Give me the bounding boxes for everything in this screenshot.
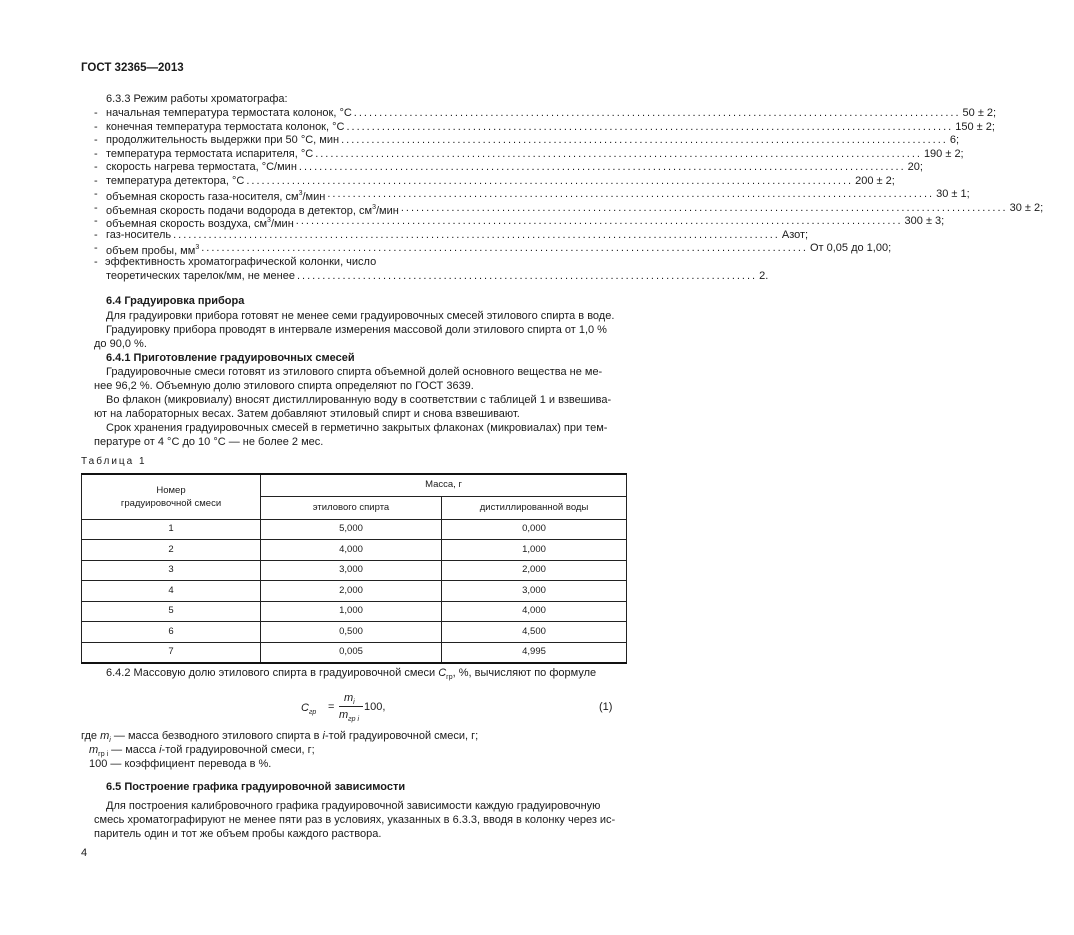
table-cell-number: 2 — [82, 540, 261, 561]
leader-dots: ........................................................................................................................ — [353, 107, 961, 119]
leader-dots: ........................................................................................................................ — [173, 228, 780, 241]
table-subheader-water: дистиллированной воды — [442, 496, 627, 519]
leader-dots: ........................................................................................................................ — [315, 147, 922, 160]
spec-item — [106, 160, 923, 174]
table-row — [82, 622, 627, 643]
table-cell-ethanol: 5,000 — [261, 519, 442, 540]
spec-label-after: /мин — [375, 204, 399, 217]
section-641-p3-line1: Срок хранения градуировочных смесей в герметично закрытых флаконах (микровиалах) при тем- — [106, 422, 608, 434]
list-dash: - — [94, 147, 98, 160]
section-642-text — [106, 666, 596, 685]
formula-1 — [301, 691, 401, 723]
spec-label-sup: 3 — [298, 190, 303, 197]
list-dash: - — [94, 120, 98, 133]
spec-label-text: объем пробы, мм — [106, 245, 196, 257]
spec-item-label — [106, 228, 171, 242]
symbol-c: C — [438, 667, 447, 679]
spec-item — [106, 187, 970, 203]
table-row — [82, 642, 627, 663]
spec-item — [106, 241, 892, 257]
table-subheader-ethanol: этилового спирта — [261, 496, 442, 519]
spec-label-text: объемная скорость воздуха, см — [106, 218, 268, 230]
formula-number: (1) — [599, 701, 613, 713]
where-text-3a: — коэффициент перевода в %. — [107, 758, 272, 770]
spec-item — [106, 120, 995, 134]
spec-label-after: /мин — [302, 191, 326, 203]
table-cell-ethanol: 0,500 — [261, 622, 442, 643]
table-cell-number: 3 — [82, 560, 261, 581]
leader-dots: ........................................................................................... — [296, 270, 758, 282]
table-cell-ethanol: 2,000 — [261, 581, 442, 602]
page-number: 4 — [81, 847, 88, 859]
section-641-p1-line1: Градуировочные смеси готовят из этилового спирта объемной долей основного вещества не ме- — [106, 366, 603, 378]
formula-lhs-symbol: C — [301, 702, 309, 714]
symbol-c-sub: гр — [446, 674, 453, 681]
spec-item-value: 30 ± 2; — [1009, 201, 1044, 214]
spec-item-value: 200 ± 2; — [855, 174, 895, 187]
where-prefix: где — [81, 730, 101, 742]
spec-label-text: температура детектора, °С — [106, 174, 245, 187]
where-sub-2: гр i — [98, 751, 109, 758]
spec-item — [106, 174, 895, 188]
spec-label-after: /мин — [270, 218, 294, 230]
list-dash: - — [94, 188, 98, 200]
list-dash: - — [94, 107, 98, 119]
spec-item-label — [106, 214, 294, 228]
table-body — [82, 519, 627, 663]
formula-equals: = — [328, 701, 335, 713]
table-header-mass: Масса, г — [261, 474, 627, 496]
spec-item-label — [106, 174, 244, 188]
formula-lhs — [301, 701, 316, 720]
section-641-title: 6.4.1 Приготовление градуировочных смесей — [106, 352, 355, 364]
spec-label-text: начальная температура термостата колонок, °С — [106, 107, 352, 119]
table-cell-water: 3,000 — [442, 581, 627, 602]
spec-item-efficiency-line2 — [106, 269, 769, 283]
spec-item — [106, 228, 809, 242]
spec-item-value: 20; — [907, 161, 923, 173]
where-symbol-1: m — [100, 730, 110, 742]
section-641-p3-line2: пературе от 4 °С до 10 °С — не более 2 мес. — [94, 436, 324, 448]
section-633-title: 6.3.3 Режим работы хроматографа: — [106, 93, 288, 105]
section-65-title: 6.5 Построение графика градуировочной зависимости — [106, 781, 406, 793]
spec-label-text: конечная температура термостата колонок, °С — [106, 120, 345, 133]
spec-item-value: 6; — [949, 134, 960, 146]
spec-item-label — [106, 241, 199, 255]
spec-item-label — [106, 201, 399, 215]
section-641-p2-line1: Во флакон (микровиалу) вносят дистиллированную воду в соответствии с таблицей 1 и взвешива- — [106, 394, 612, 406]
table-cell-ethanol: 1,000 — [261, 601, 442, 622]
leader-dots: ........................................................................................................................ — [246, 174, 854, 187]
table-header-number-line1: Номер — [156, 484, 186, 496]
formula-num-symbol: m — [344, 692, 354, 704]
where-italic-1: i — [322, 730, 325, 742]
leader-dots: ........................................................................................................................ — [400, 201, 1008, 214]
fraction-bar — [339, 706, 363, 707]
spec-efficiency-line1: эффективность хроматографической колонки, число — [105, 256, 377, 268]
list-dash: - — [94, 201, 98, 214]
spec-item-label — [106, 160, 297, 174]
where-italic-2: i — [159, 744, 162, 756]
spec-efficiency-line2: теоретических тарелок/мм, не менее — [106, 270, 295, 282]
spec-item-value: 190 ± 2; — [923, 147, 964, 160]
table-row — [82, 601, 627, 622]
spec-label-text: продолжительность выдержки при 50 °С, мин — [106, 134, 340, 146]
where-symbol-2: m — [89, 744, 99, 756]
leader-dots: ........................................................................................................................ — [341, 134, 948, 146]
formula-denominator — [339, 708, 359, 727]
table-cell-ethanol: 3,000 — [261, 560, 442, 581]
section-642-text-before: 6.4.2 Массовую долю этилового спирта в градуировочной смеси — [106, 667, 439, 679]
section-641-p1-line2: нее 96,2 %. Объемную долю этилового спирта определяют по ГОСТ 3639. — [94, 380, 474, 392]
list-dash: - — [94, 242, 98, 254]
section-65-line2: смесь хроматографируют не менее пяти раз в условиях, указанных в 6.3.3, вводя в колонку через ис- — [94, 814, 616, 826]
section-642-text-after: , %, вычисляют по формуле — [452, 667, 597, 679]
table-cell-water: 1,000 — [442, 540, 627, 561]
section-64-p2-line1: Градуировку прибора проводят в интервале измерения массовой доли этилового спирта от 1,0 % — [106, 324, 607, 336]
spec-item — [106, 214, 945, 230]
where-line-3 — [89, 757, 271, 771]
spec-item-value: 300 ± 3; — [904, 215, 945, 227]
table-cell-number: 1 — [82, 519, 261, 540]
where-text-2a: — масса — [108, 744, 160, 756]
spec-label-sup: 3 — [372, 203, 376, 211]
spec-item-value: 30 ± 1; — [936, 188, 970, 200]
formula-num-sub: i — [353, 699, 355, 706]
spec-item-value: 50 ± 2; — [962, 107, 997, 119]
spec-item — [106, 201, 1044, 217]
where-sub-1: i — [109, 737, 111, 744]
where-text-2b: -той градуировочной смеси, г; — [161, 744, 315, 756]
spec-label-sup: 3 — [195, 244, 200, 251]
spec-item-label — [106, 187, 325, 201]
spec-label-text: газ-носитель — [106, 228, 172, 241]
list-dash: - — [94, 134, 98, 146]
table-cell-number: 7 — [82, 642, 261, 663]
table-cell-water: 0,000 — [442, 519, 627, 540]
table-row — [82, 581, 627, 602]
formula-den-sub: гр i — [348, 716, 360, 723]
spec-item — [106, 133, 960, 147]
leader-dots: ........................................................................................................................ — [327, 188, 935, 200]
section-64-p1: Для градуировки прибора готовят не менее семи градуировочных смесей этилового спирта в воде. — [106, 310, 615, 322]
list-dash: - — [94, 161, 98, 173]
leader-dots: ........................................................................................................................ — [201, 242, 808, 254]
spec-item-label — [106, 147, 313, 161]
spec-label-text: объемная скорость газа-носителя, см — [106, 191, 299, 203]
spec-label-text: температура термостата испарителя, °С — [106, 147, 314, 160]
table-row — [82, 540, 627, 561]
table-cell-number: 5 — [82, 601, 261, 622]
leader-dots: ........................................................................................................................ — [295, 215, 903, 227]
spec-item-label — [106, 106, 352, 120]
list-dash: - — [94, 215, 98, 227]
document-header: ГОСТ 32365—2013 — [81, 62, 184, 74]
spec-item-value: Азот; — [781, 228, 809, 241]
table-row — [82, 560, 627, 581]
spec-item — [106, 147, 964, 161]
table-caption: Таблица 1 — [81, 456, 147, 467]
section-64-title: 6.4 Градуировка прибора — [106, 295, 245, 307]
spec-item-label — [106, 120, 344, 134]
spec-label-text: объемная скорость подачи водорода в детектор, см — [106, 204, 373, 217]
table-header-number-line2: градуировочной смеси — [120, 497, 222, 509]
list-dash: - — [94, 174, 98, 187]
table-cell-water: 4,500 — [442, 622, 627, 643]
table-cell-water: 2,000 — [442, 560, 627, 581]
leader-dots: ........................................................................................................................ — [298, 161, 906, 173]
where-text-1a: — масса безводного этилового спирта в — [110, 730, 323, 742]
spec-item-value: От 0,05 до 1,00; — [809, 242, 892, 254]
spec-label-sup: 3 — [267, 217, 271, 224]
leader-dots: ........................................................................................................................ — [346, 120, 954, 133]
formula-den-symbol: m — [339, 709, 349, 721]
table-cell-number: 4 — [82, 581, 261, 602]
section-65-line1: Для построения калибровочного графика градуировочной зависимости каждую градуировочную — [106, 800, 601, 812]
section-64-p2-line2: до 90,0 %. — [94, 338, 147, 350]
spec-item — [106, 106, 997, 120]
section-65-line3: паритель один и тот же объем пробы каждого раствора. — [94, 828, 382, 840]
table-cell-ethanol: 4,000 — [261, 540, 442, 561]
list-dash: - — [94, 228, 98, 241]
table-cell-ethanol: 0,005 — [261, 642, 442, 663]
section-641-p2-line2: ют на лабораторных весах. Затем добавляют этиловый спирт и снова взвешивают. — [94, 408, 520, 420]
spec-efficiency-value: 2. — [759, 270, 769, 282]
where-text-1b: -той градуировочной смеси, г; — [325, 730, 479, 742]
spec-item-label — [106, 133, 339, 147]
table-cell-water: 4,000 — [442, 601, 627, 622]
table-cell-water: 4,995 — [442, 642, 627, 663]
table-cell-number: 6 — [82, 622, 261, 643]
table-1 — [81, 473, 627, 664]
spec-item-efficiency: - эффективность хроматографической колонки, число — [94, 256, 377, 268]
table-row — [82, 519, 627, 540]
formula-factor: 100, — [364, 701, 386, 713]
spec-item-value: 150 ± 2; — [955, 120, 995, 133]
where-symbol-3: 100 — [89, 758, 108, 770]
spec-label-text: скорость нагрева термостата, °С/мин — [106, 161, 297, 173]
formula-lhs-sub: гр — [308, 709, 317, 716]
table-header-number — [82, 474, 261, 519]
